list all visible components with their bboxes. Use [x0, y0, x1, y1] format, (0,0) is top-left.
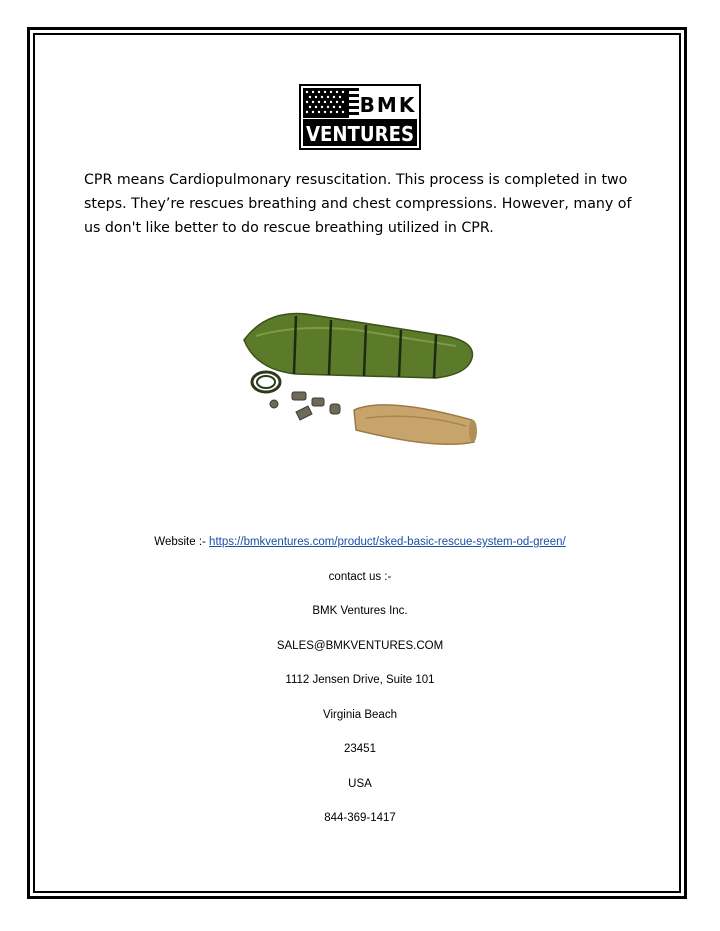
phone-number[interactable]: 844-369-1417	[324, 812, 396, 824]
rescue-sled-illustration	[236, 300, 486, 460]
contact-heading: contact us :-	[328, 571, 392, 583]
page-border-inner	[33, 33, 681, 893]
zip-code: 23451	[344, 743, 376, 755]
logo-bottom-text: VENTURES	[306, 122, 414, 146]
intro-paragraph: CPR means Cardiopulmonary resuscitation. This process is completed in two steps. They’re rescues breathing and chest compressions. However, many of us don't like better to do rescue breathing utilized in CPR.	[84, 172, 632, 236]
contact-email[interactable]: SALES@BMKVENTURES.COM	[276, 640, 444, 652]
website-label: Website :-	[154, 536, 210, 548]
street-address: 1112 Jensen Drive, Suite 101	[285, 674, 435, 686]
country: USA	[348, 778, 372, 790]
logo-graphic	[301, 86, 419, 148]
website-line	[40, 536, 680, 548]
logo-top-text: BMK	[359, 93, 417, 117]
bmk-ventures-logo	[299, 84, 421, 150]
product-image	[236, 300, 486, 460]
city: Virginia Beach	[323, 709, 397, 721]
company-name: BMK Ventures Inc.	[312, 605, 408, 617]
website-link[interactable]: https://bmkventures.com/product/sked-basic-rescue-system-od-green/	[209, 536, 566, 548]
